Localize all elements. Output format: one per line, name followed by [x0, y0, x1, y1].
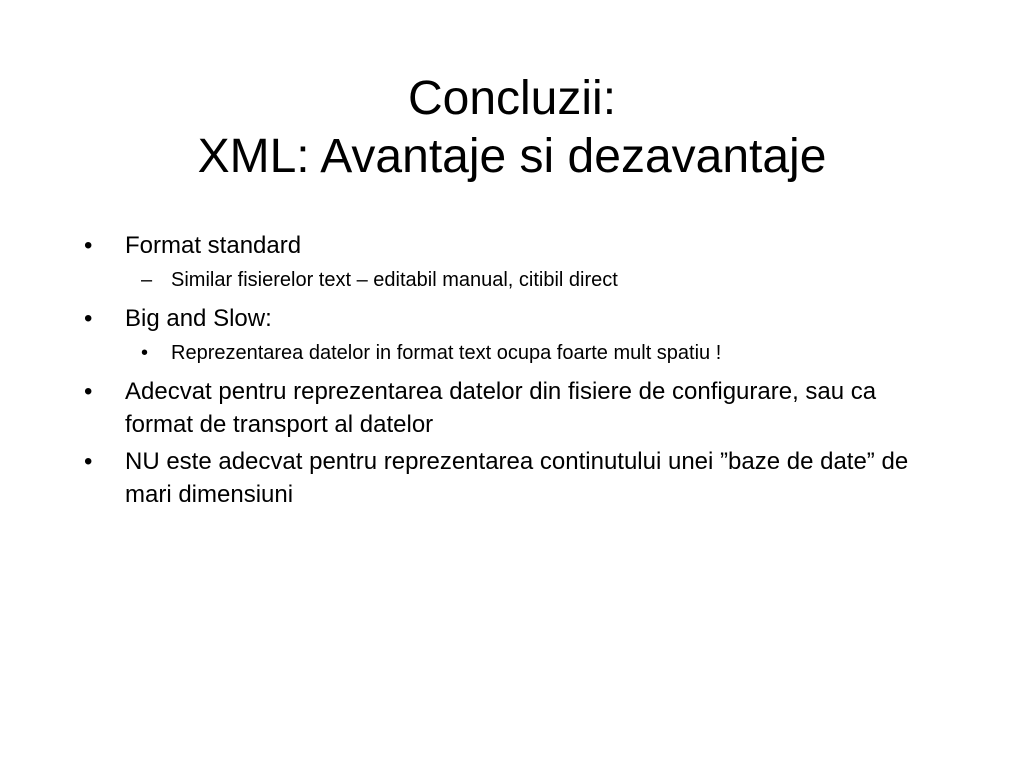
bullet-item-adecvat: [84, 375, 944, 441]
bullet-text: Adecvat pentru reprezentarea datelor din fisiere de configurare, sau ca format de transport al datelor: [125, 378, 877, 438]
bullet-text: Format standard: [125, 232, 302, 259]
sub-bullet-text: Reprezentarea datelor in format text ocupa foarte mult spatiu !: [171, 342, 722, 364]
bullet-item-nu-este-adecvat: [84, 445, 944, 511]
bullet-marker: •: [84, 448, 93, 475]
bullet-marker: •: [84, 232, 93, 259]
bullet-item-format-standard: [84, 229, 944, 262]
bullet-marker: •: [84, 305, 93, 332]
title-line-2: XML: Avantaje si dezavantaje: [197, 130, 827, 183]
sub-bullet-item: [141, 266, 944, 294]
bullet-text: Big and Slow:: [125, 305, 272, 332]
sub-bullet-marker: •: [141, 342, 149, 364]
sub-bullet-text: Similar fisierelor text – editabil manual, citibil direct: [171, 269, 618, 291]
bullet-item-big-and-slow: [84, 302, 944, 335]
bullet-marker: •: [84, 378, 93, 405]
sub-bullet-marker: –: [141, 269, 153, 291]
bullet-list: [84, 229, 944, 511]
bullet-text: NU este adecvat pentru reprezentarea continutului unei ”baze de date” de mari dimensiuni: [125, 448, 909, 508]
sub-bullet-item: [141, 339, 944, 367]
title-line-1: Concluzii:: [407, 72, 617, 125]
slide-title: [0, 70, 1024, 186]
